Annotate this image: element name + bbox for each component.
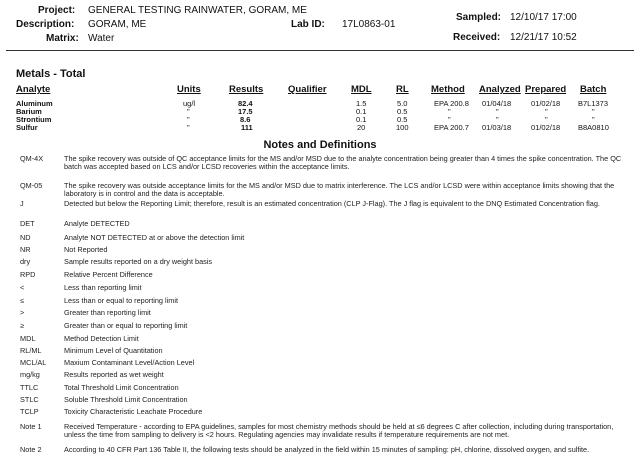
section-title: Metals - Total	[16, 68, 86, 80]
note-text: Greater than or equal to reporting limit	[64, 321, 188, 330]
row-prepared: 01/02/18	[531, 123, 561, 132]
row-mdl: 20	[357, 123, 366, 132]
row-analyte: Sulfur	[16, 123, 38, 132]
note-text: The spike recovery was outside acceptance limits for the MS and/or MSD due to matrix interference. The LCS and/or LCSD were within acceptance limits showing that the laboratory is in control and the data is acceptable.	[64, 181, 615, 199]
row-mdl: 0.1	[356, 115, 367, 124]
row-analyte: Aluminum	[16, 99, 53, 108]
note-key: dry	[20, 257, 31, 266]
note-key: TCLP	[20, 407, 39, 416]
note-text: Analyte NOT DETECTED at or above the detection limit	[64, 233, 245, 242]
row-rl: 0.5	[397, 107, 408, 116]
col-analyte: Analyte	[16, 84, 51, 95]
col-qualifier: Qualifier	[288, 84, 327, 95]
note-text: Minimum Level of Quantitation	[64, 346, 163, 355]
row-batch: "	[592, 115, 595, 124]
col-mdl: MDL	[351, 84, 372, 95]
row-analyzed: 01/04/18	[482, 99, 512, 108]
notes-title: Notes and Definitions	[263, 139, 377, 151]
note-key: <	[20, 283, 25, 292]
note-key: RPD	[20, 270, 36, 279]
col-batch: Batch	[580, 84, 607, 95]
row-method: EPA 200.7	[434, 123, 469, 132]
note-text: Results reported as wet weight	[64, 370, 164, 379]
note-text: Received Temperature - according to EPA guidelines, samples for most chemistry methods should be held at ≤6 degrees C after collection, including during transportation, unless the time from sampling to delivery is <2 hours. Regulating agencies may invalidate results if temperature requirements are not met.	[64, 422, 614, 440]
row-units: "	[187, 123, 190, 132]
note-key: >	[20, 308, 25, 317]
note-key: J	[20, 199, 24, 208]
row-result: 111	[241, 123, 253, 132]
note-text: Less than or equal to reporting limit	[64, 296, 178, 305]
note-text: Method Detection Limit	[64, 334, 139, 343]
note-key: mg/kg	[20, 370, 40, 379]
col-results: Results	[229, 84, 264, 95]
row-result: 8.6	[240, 115, 251, 124]
note-text: Toxicity Characteristic Leachate Procedure	[64, 407, 203, 416]
note-key: ND	[20, 233, 31, 242]
note-key: ≥	[20, 321, 25, 330]
labid-label: Lab ID:	[291, 19, 325, 30]
note-text: Greater than reporting limit	[64, 308, 151, 317]
row-batch: "	[592, 107, 595, 116]
row-method: "	[448, 115, 451, 124]
matrix-value: Water	[88, 33, 115, 44]
note-key: MDL	[20, 334, 36, 343]
project-value: GENERAL TESTING RAINWATER, GORAM, ME	[88, 5, 307, 16]
col-method: Method	[431, 84, 465, 95]
sampled-label: Sampled:	[456, 12, 502, 23]
note-key: TTLC	[20, 383, 39, 392]
row-rl: 0.5	[397, 115, 408, 124]
note-text: Not Reported	[64, 245, 108, 254]
row-analyte: Barium	[16, 107, 42, 116]
received-label: Received:	[453, 32, 501, 43]
row-analyzed: "	[496, 115, 499, 124]
note-key: QM-05	[20, 181, 43, 190]
note-text: Analyte DETECTED	[64, 219, 130, 228]
note-key: DET	[20, 219, 35, 228]
col-rl: RL	[396, 84, 409, 95]
row-mdl: 0.1	[356, 107, 367, 116]
row-prepared: 01/02/18	[531, 99, 561, 108]
row-method: EPA 200.8	[434, 99, 469, 108]
note-key: MCL/AL	[20, 358, 47, 367]
note-text: Detected but below the Reporting Limit; therefore, result is an estimated concentration (CLP J-Flag). The J flag is equivalent to the DNQ Estimated Concentration flag.	[64, 199, 600, 208]
row-mdl: 1.5	[356, 99, 367, 108]
note-text: Sample results reported on a dry weight basis	[64, 257, 213, 266]
row-units: "	[187, 107, 190, 116]
note-key: QM-4X	[20, 154, 44, 163]
note-text: According to 40 CFR Part 136 Table II, the following tests should be analyzed in the field within 15 minutes of sampling: pH, chlorine, dissolved oxygen, and sulfite.	[64, 445, 590, 454]
received-value: 12/21/17 10:52	[510, 32, 577, 43]
project-label: Project:	[38, 5, 76, 16]
description-label: Description:	[16, 19, 75, 30]
note-text: Total Threshold Limit Concentration	[64, 383, 179, 392]
col-analyzed: Analyzed	[479, 84, 521, 95]
row-analyte: Strontium	[16, 115, 52, 124]
note-text: Maxium Contaminant Level/Action Level	[64, 358, 195, 367]
col-prepared: Prepared	[525, 84, 567, 95]
row-method: "	[448, 107, 451, 116]
note-key: Note 2	[20, 445, 42, 454]
description-value: GORAM, ME	[88, 19, 147, 30]
row-units: "	[187, 115, 190, 124]
labid-value: 17L0863-01	[342, 19, 396, 30]
row-prepared: "	[545, 115, 548, 124]
note-key: NR	[20, 245, 31, 254]
row-batch: B7L1373	[578, 99, 609, 108]
row-rl: 100	[396, 123, 409, 132]
row-batch: B8A0810	[578, 123, 609, 132]
row-result: 17.5	[238, 107, 253, 116]
header-divider	[6, 50, 634, 51]
note-text: The spike recovery was outside of QC acceptance limits for the MS and/or MSD due to the analyte concentration being greater than 4 times the spike concentration. The QC batch was accepted based on LCS and/or LCSD recoveries within the acceptance limits.	[64, 154, 622, 172]
row-analyzed: 01/03/18	[482, 123, 512, 132]
col-units: Units	[177, 84, 201, 95]
row-prepared: "	[545, 107, 548, 116]
row-units: ug/l	[183, 99, 196, 108]
note-text: Less than reporting limit	[64, 283, 142, 292]
note-text: Relative Percent Difference	[64, 270, 153, 279]
note-text: Soluble Threshold Limit Concentration	[64, 395, 188, 404]
note-key: Note 1	[20, 422, 42, 431]
sampled-value: 12/10/17 17:00	[510, 12, 577, 23]
row-analyzed: "	[496, 107, 499, 116]
note-key: ≤	[20, 296, 25, 305]
row-result: 82.4	[238, 99, 253, 108]
note-key: RL/ML	[20, 346, 42, 355]
note-key: STLC	[20, 395, 39, 404]
matrix-label: Matrix:	[46, 33, 79, 44]
row-rl: 5.0	[397, 99, 408, 108]
